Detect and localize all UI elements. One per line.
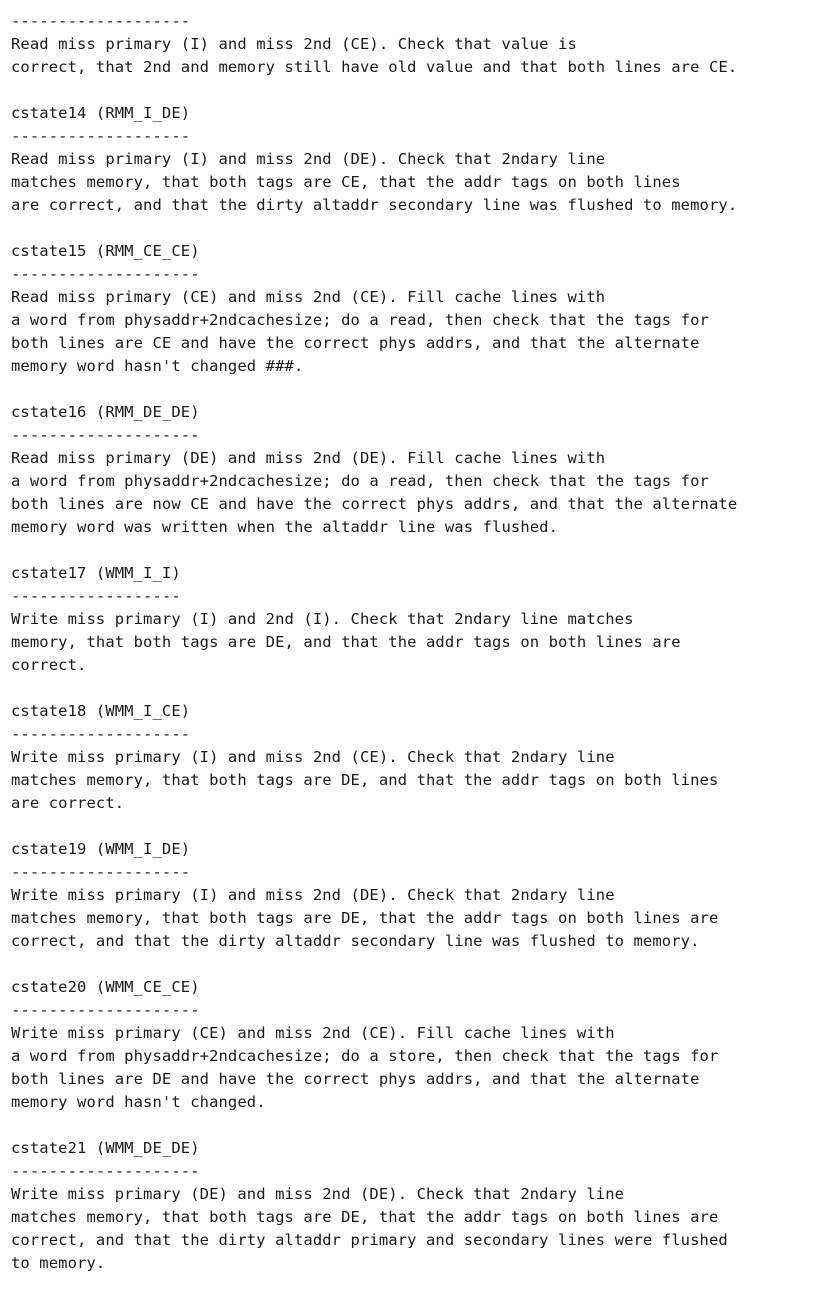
section-line: both lines are now CE and have the correct phys addrs, and that the alternate bbox=[11, 495, 738, 513]
section-line: matches memory, that both tags are DE, that the addr tags on both lines are bbox=[11, 1208, 719, 1226]
section-line: are correct. bbox=[11, 794, 125, 812]
section-rule: -------------------- bbox=[11, 265, 200, 283]
section-gap bbox=[11, 953, 823, 976]
section-line: are correct, and that the dirty altaddr secondary line was flushed to memory. bbox=[11, 196, 738, 214]
section-cstate21 bbox=[11, 1137, 823, 1275]
section-gap bbox=[11, 539, 823, 562]
section-line: matches memory, that both tags are CE, that the addr tags on both lines bbox=[11, 173, 681, 191]
section-line: memory word hasn't changed. bbox=[11, 1093, 266, 1111]
section-rule: ------------------- bbox=[11, 725, 191, 743]
section-line: to memory. bbox=[11, 1254, 106, 1272]
section-line: memory word hasn't changed ###. bbox=[11, 357, 304, 375]
section-line: Read miss primary (CE) and miss 2nd (CE). Fill cache lines with bbox=[11, 288, 606, 306]
section-cstate18 bbox=[11, 700, 823, 815]
section-rule: ------------------- bbox=[11, 127, 191, 145]
section-line: a word from physaddr+2ndcachesize; do a read, then check that the tags for bbox=[11, 472, 709, 490]
section-cstate19 bbox=[11, 838, 823, 953]
section-gap bbox=[11, 815, 823, 838]
section-rule: -------------------- bbox=[11, 426, 200, 444]
intro-line: Read miss primary (I) and miss 2nd (CE). Check that value is bbox=[11, 35, 577, 53]
intro-line: correct, that 2nd and memory still have old value and that both lines are CE. bbox=[11, 58, 738, 76]
section-header: cstate20 (WMM_CE_CE) bbox=[11, 978, 200, 996]
section-line: both lines are CE and have the correct phys addrs, and that the alternate bbox=[11, 334, 700, 352]
section-header: cstate21 (WMM_DE_DE) bbox=[11, 1139, 200, 1157]
section-gap bbox=[11, 677, 823, 700]
section-header: cstate16 (RMM_DE_DE) bbox=[11, 403, 200, 421]
section-line: memory word was written when the altaddr line was flushed. bbox=[11, 518, 559, 536]
section-line: Write miss primary (CE) and miss 2nd (CE). Fill cache lines with bbox=[11, 1024, 615, 1042]
section-cstate20 bbox=[11, 976, 823, 1114]
section-gap bbox=[11, 217, 823, 240]
section-rule: ------------------ bbox=[11, 587, 181, 605]
document-page bbox=[11, 10, 823, 1275]
section-line: Write miss primary (I) and miss 2nd (CE). Check that 2ndary line bbox=[11, 748, 615, 766]
top-rule: ------------------- bbox=[11, 12, 191, 30]
section-line: correct, and that the dirty altaddr primary and secondary lines were flushed bbox=[11, 1231, 728, 1249]
section-line: a word from physaddr+2ndcachesize; do a read, then check that the tags for bbox=[11, 311, 709, 329]
section-line: memory, that both tags are DE, and that the addr tags on both lines are bbox=[11, 633, 681, 651]
section-line: Write miss primary (I) and 2nd (I). Check that 2ndary line matches bbox=[11, 610, 634, 628]
section-gap bbox=[11, 1114, 823, 1137]
section-line: Read miss primary (DE) and miss 2nd (DE). Fill cache lines with bbox=[11, 449, 606, 467]
section-cstate14 bbox=[11, 102, 823, 217]
section-header: cstate18 (WMM_I_CE) bbox=[11, 702, 191, 720]
section-header: cstate19 (WMM_I_DE) bbox=[11, 840, 191, 858]
section-line: matches memory, that both tags are DE, and that the addr tags on both lines bbox=[11, 771, 719, 789]
intro-block bbox=[11, 33, 823, 79]
section-line: both lines are DE and have the correct phys addrs, and that the alternate bbox=[11, 1070, 700, 1088]
section-cstate16 bbox=[11, 401, 823, 539]
section-header: cstate17 (WMM_I_I) bbox=[11, 564, 181, 582]
section-gap bbox=[11, 378, 823, 401]
section-line: Write miss primary (DE) and miss 2nd (DE). Check that 2ndary line bbox=[11, 1185, 625, 1203]
section-rule: -------------------- bbox=[11, 1001, 200, 1019]
section-gap bbox=[11, 79, 823, 102]
section-header: cstate14 (RMM_I_DE) bbox=[11, 104, 191, 122]
section-line: a word from physaddr+2ndcachesize; do a store, then check that the tags for bbox=[11, 1047, 719, 1065]
section-line: matches memory, that both tags are DE, that the addr tags on both lines are bbox=[11, 909, 719, 927]
section-cstate15 bbox=[11, 240, 823, 378]
section-line: correct, and that the dirty altaddr secondary line was flushed to memory. bbox=[11, 932, 700, 950]
section-line: Write miss primary (I) and miss 2nd (DE). Check that 2ndary line bbox=[11, 886, 615, 904]
section-rule: ------------------- bbox=[11, 863, 191, 881]
section-line: correct. bbox=[11, 656, 87, 674]
section-line: Read miss primary (I) and miss 2nd (DE). Check that 2ndary line bbox=[11, 150, 606, 168]
section-cstate17 bbox=[11, 562, 823, 677]
section-rule: -------------------- bbox=[11, 1162, 200, 1180]
section-header: cstate15 (RMM_CE_CE) bbox=[11, 242, 200, 260]
